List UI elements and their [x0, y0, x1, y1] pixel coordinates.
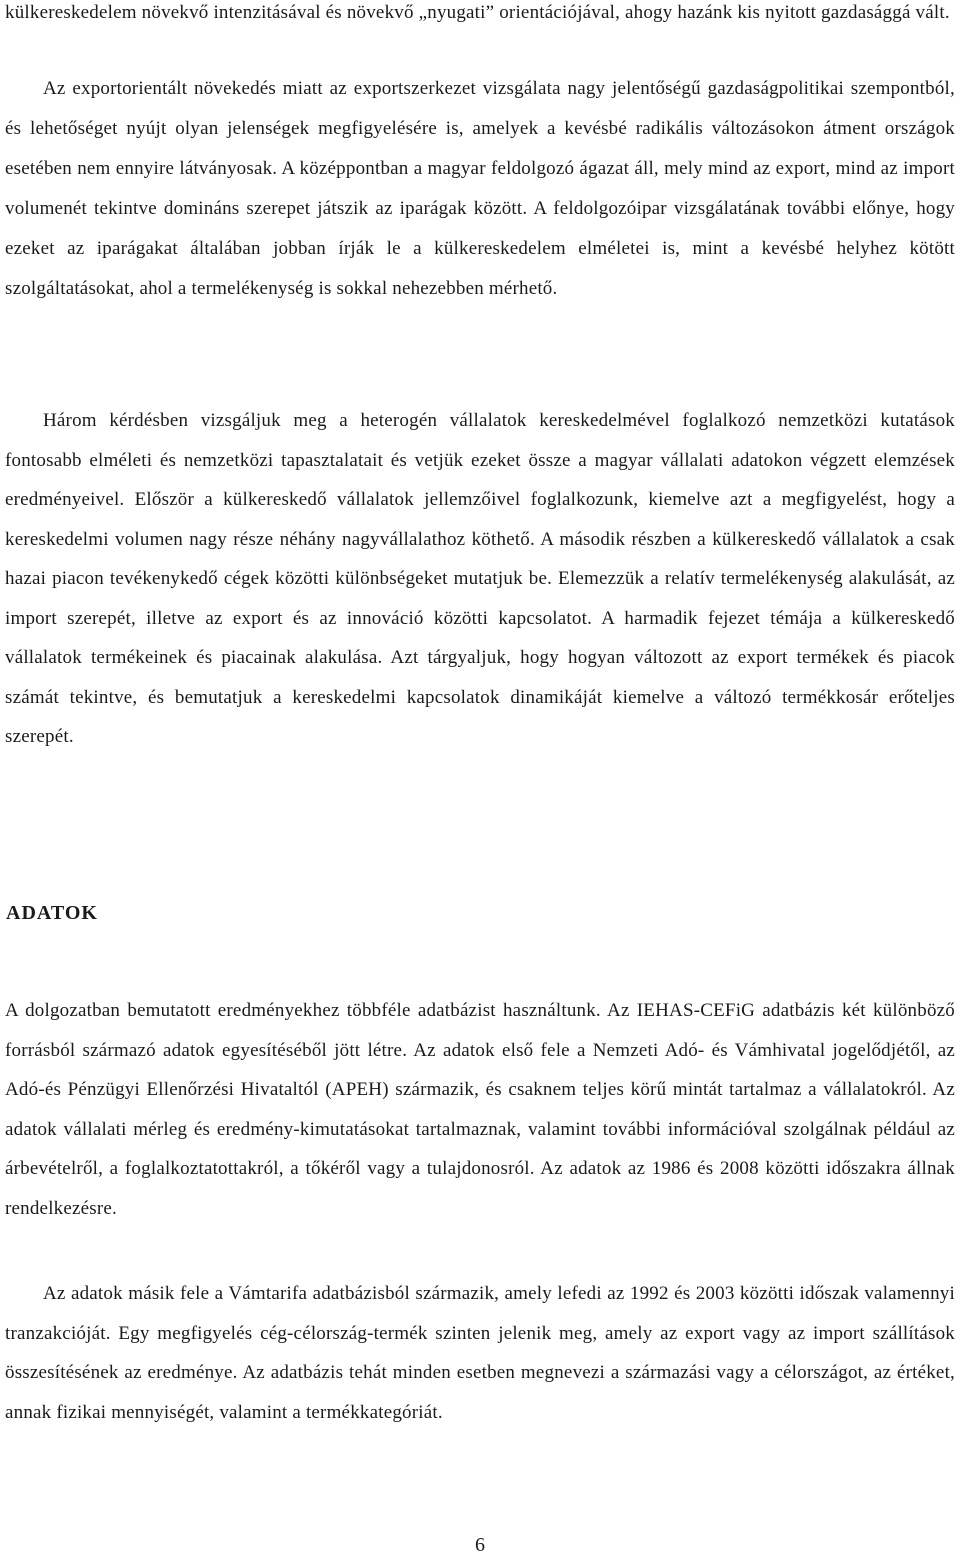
paragraph-data-sources: A dolgozatban bemutatott eredményekhez többféle adatbázist használtunk. Az IEHAS-CEFiG adatbázis két különböző forrásból származó adatok egyesítéséből jött létre. Az adatok első fele a Nemzeti Adó- és Vámhivatal jogelődjétől, az Adó-és Pénzügyi Ellenőrzési Hivataltól (APEH) származik, és csaknem teljes körű mintát tartalmaz a vállalatokról. Az adatok vállalati mérleg és eredmény-kimutatásokat tartalmaznak, valamint további információval szolgálnak például az árbevételről, a foglalkoztatottakról, a tőkéről vagy a tulajdonosról. Az adatok az 1986 és 2008 közötti időszakra állnak rendelkezésre.: [5, 1000, 955, 1219]
page-number: 6: [475, 1534, 485, 1556]
paragraph-customs-data: Az adatok másik fele a Vámtarifa adatbázisból származik, amely lefedi az 1992 és 2003 közötti időszak valamennyi tranzakcióját. Egy megfigyelés cég-célország-termék szinten jelenik meg, amely az export vagy az import szállítások összesítésének az eredménye. Az adatbázis tehát minden esetben megnevezi a származási vagy a célországot, az értéket, annak fizikai mennyiségét, valamint a termékkategóriát.: [5, 1283, 955, 1423]
paragraph-export-orientation: Az exportorientált növekedés miatt az exportszerkezet vizsgálata nagy jelentőségű gazdaságpolitikai szempontból, és lehetőséget nyújt olyan jelenségek megfigyelésére is, amelyek a kevésbé radikális változásokon átment országok esetében nem ennyire látványosak. A középpontban a magyar feldolgozó ágazat áll, mely mind az export, mind az import volumenét tekintve domináns szerepet játszik az iparágak között. A feldolgozóipar vizsgálatának további előnye, hogy ezeket az iparágakat általában jobban írják le a külkereskedelem elméletei is, mint a kevésbé helyhez kötött szolgáltatásokat, ahol a termelékenység is sokkal nehezebben mérhető.: [5, 78, 955, 299]
paragraph-continuation: külkereskedelem növekvő intenzitásával és növekvő „nyugati” orientációjával, ahogy hazánk kis nyitott gazdasággá vált.: [5, 2, 950, 23]
section-heading: ADATOK: [6, 902, 98, 924]
paragraph-research-questions: Három kérdésben vizsgáljuk meg a heterogén vállalatok kereskedelmével foglalkozó nemzetközi kutatások fontosabb elméleti és nemzetközi tapasztalatait és vetjük ezeket össze a magyar vállalati adatokon végzett elemzések eredményeivel. Először a külkereskedő vállalatok jellemzőivel foglalkozunk, kiemelve azt a megfigyelést, hogy a kereskedelmi volumen nagy része néhány nagyvállalathoz köthető. A második részben a külkereskedő vállalatok a csak hazai piacon tevékenykedő cégek közötti különbségeket mutatjuk be. Elemezzük a relatív termelékenység alakulását, az import szerepét, illetve az export és az innováció közötti kapcsolatot. A harmadik fejezet témája a külkereskedő vállalatok termékeinek és piacainak alakulása. Azt tárgyaljuk, hogy hogyan változott az export termékek és piacok számát tekintve, és bemutatjuk a kereskedelmi kapcsolatok dinamikáját kiemelve a változó termékkosár erőteljes szerepét.: [5, 410, 955, 747]
